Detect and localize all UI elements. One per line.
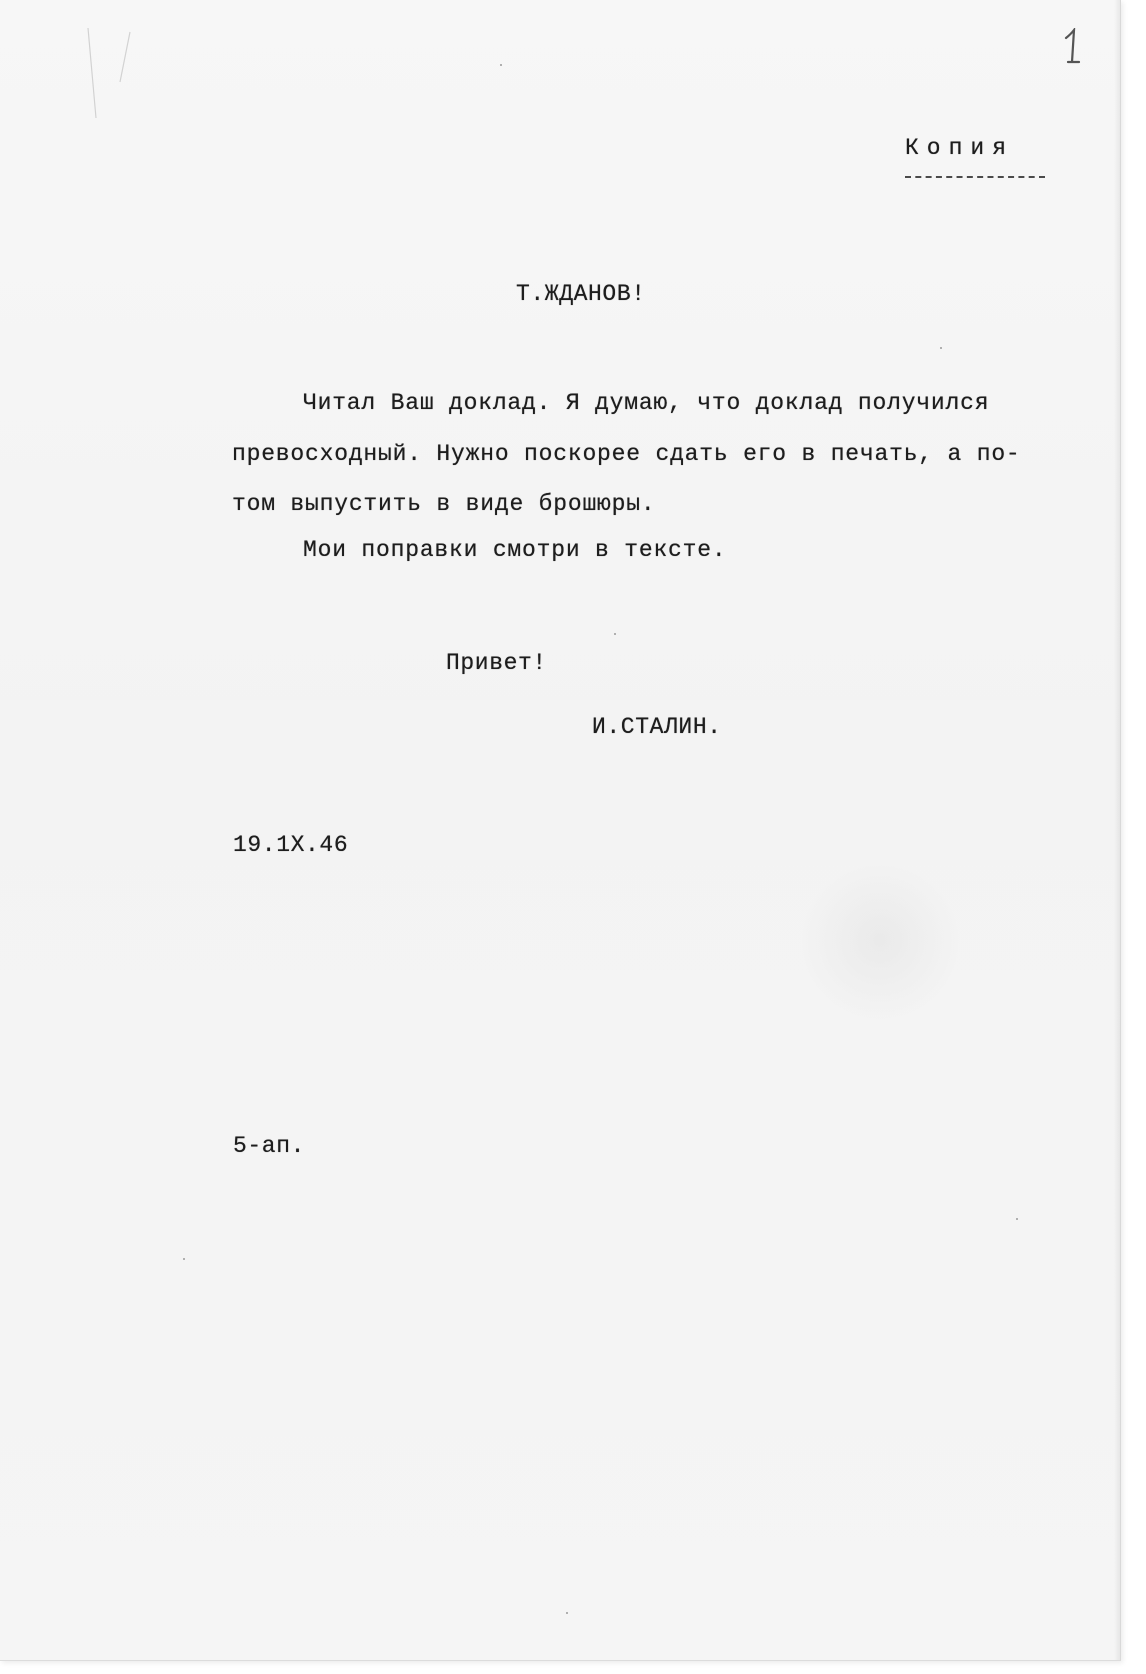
- body-line-3: том выпустить в виде брошюры.: [232, 491, 656, 517]
- body-line-1: Читал Ваш доклад. Я думаю, что доклад получился: [303, 390, 990, 416]
- body-line-4: Мои поправки смотри в тексте.: [303, 537, 727, 563]
- paper-speck: [940, 347, 942, 349]
- faint-margin-marks: [78, 20, 148, 130]
- paper-speck: [183, 1258, 185, 1260]
- paper-speck: [1016, 1218, 1018, 1220]
- paper-speck: [614, 633, 616, 635]
- greeting: Привет!: [446, 650, 547, 676]
- copy-mark: Копия: [905, 135, 1015, 161]
- date: 19.1X.46: [233, 832, 349, 858]
- paper-speck: [566, 1612, 568, 1614]
- paper-speck: [500, 64, 502, 66]
- addressee: Т.ЖДАНОВ!: [516, 281, 646, 307]
- paper-smudge: [800, 860, 960, 1020]
- body-line-2: превосходный. Нужно поскорее сдать его в печать, а по-: [232, 441, 1021, 467]
- copy-mark-underline: [905, 176, 1045, 178]
- signature: И.СТАЛИН.: [592, 714, 722, 740]
- handwritten-page-number: [1060, 28, 1086, 68]
- paper-edge-shadow: [1114, 0, 1120, 1660]
- copies-note: 5-ап.: [233, 1133, 306, 1159]
